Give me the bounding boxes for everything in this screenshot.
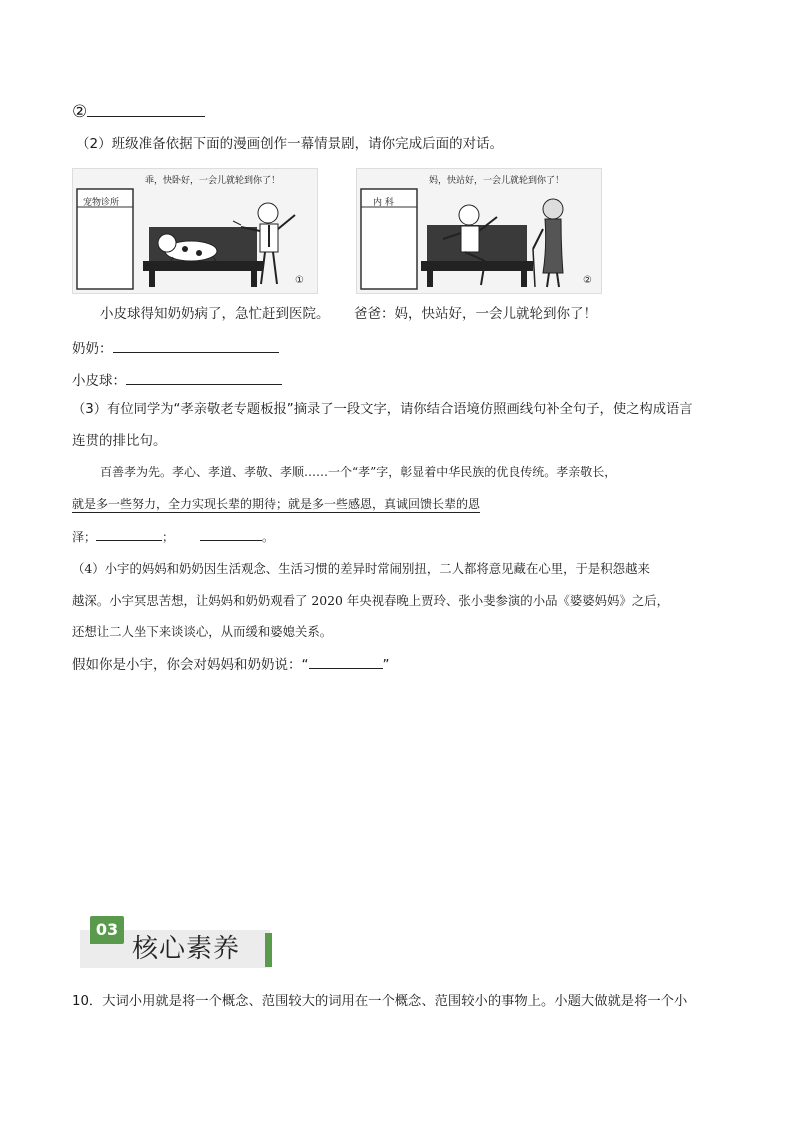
q3-prompt-line1: （3）有位同学为“孝亲敬老专题板报”摘录了一段文字，请你结合语境仿照画线句补全句子，使之构成语言 (72, 402, 693, 417)
q3-text-line3 (72, 527, 274, 547)
q3-line3-end: 。 (262, 530, 275, 544)
comic2-number: ② (583, 275, 592, 286)
q3-line3-start: 泽； (72, 530, 97, 544)
comic1-speech: 乖，快卧好，一会儿就轮到你了！ (145, 176, 281, 186)
q10-line: 10．大词小用就是将一个概念、范围较大的词用在一个概念、范围较小的事物上。小题大做就是将一个小 (72, 994, 688, 1009)
grandma-line (72, 338, 279, 359)
item-2-line (72, 102, 205, 123)
q4-line1: （4）小宇的妈妈和奶奶因生活观念、生活习惯的差异时常闹别扭，二人都将意见藏在心里，于是积怨越来 (72, 561, 650, 576)
q3-prompt-line2: 连贯的排比句。 (72, 433, 167, 449)
grandma-label: 奶奶： (72, 341, 113, 357)
q3-answer-blank-1[interactable] (96, 530, 162, 541)
q3-underlined-sentence: 就是多一些努力，全力实现长辈的期待；就是多一些感恩，真诚回馈长辈的恩 (72, 497, 481, 511)
comic-internal-medicine (356, 168, 602, 294)
comic-pet-clinic (72, 168, 318, 294)
item-2-label: ② (72, 102, 88, 122)
comic2-sign: 内 科 (373, 198, 394, 208)
section-number-badge: 03 (90, 916, 124, 944)
q4-answer-blank[interactable] (309, 654, 383, 669)
section-accent-bar (265, 933, 272, 967)
scene-line: 小皮球得知奶奶病了，急忙赶到医院。 (100, 306, 330, 322)
q4-line4-end: ” (382, 657, 390, 673)
pipi-answer-blank[interactable] (126, 370, 282, 385)
q3-text-line2 (72, 494, 480, 514)
q4-line4-start: 假如你是小宇，你会对妈妈和奶奶说：“ (72, 657, 309, 673)
dad-line: 爸爸：妈，快站好，一会儿就轮到你了！ (354, 306, 597, 322)
section-title: 核心素养 (132, 934, 241, 964)
comic1-number: ① (295, 275, 304, 286)
q4-line4 (72, 654, 390, 675)
q3-line3-sep: ； (162, 530, 175, 544)
comic2-speech: 妈，快站好，一会儿就轮到你了！ (429, 176, 565, 186)
pipi-label: 小皮球： (72, 373, 126, 389)
q3-answer-blank-2[interactable] (200, 530, 262, 541)
comic1-sign: 宠物诊所 (83, 198, 120, 208)
q4-line3: 还想让二人坐下来谈谈心，从而缓和婆媳关系。 (72, 624, 333, 639)
pipi-line (72, 370, 282, 391)
item-2-answer-blank[interactable] (87, 102, 205, 117)
q4-line2: 越深。小宇冥思苦想，让妈妈和奶奶观看了 2020 年央视春晚上贾玲、张小斐参演的小品《婆婆妈妈》之后， (72, 593, 669, 608)
grandma-answer-blank[interactable] (113, 338, 279, 353)
q3-text-line1: 百善孝为先。孝心、孝道、孝敬、孝顺……一个“孝”字，彰显着中华民族的优良传统。孝亲敬长， (100, 465, 617, 479)
q2-prompt: （2）班级准备依据下面的漫画创作一幕情景剧，请你完成后面的对话。 (76, 136, 504, 152)
